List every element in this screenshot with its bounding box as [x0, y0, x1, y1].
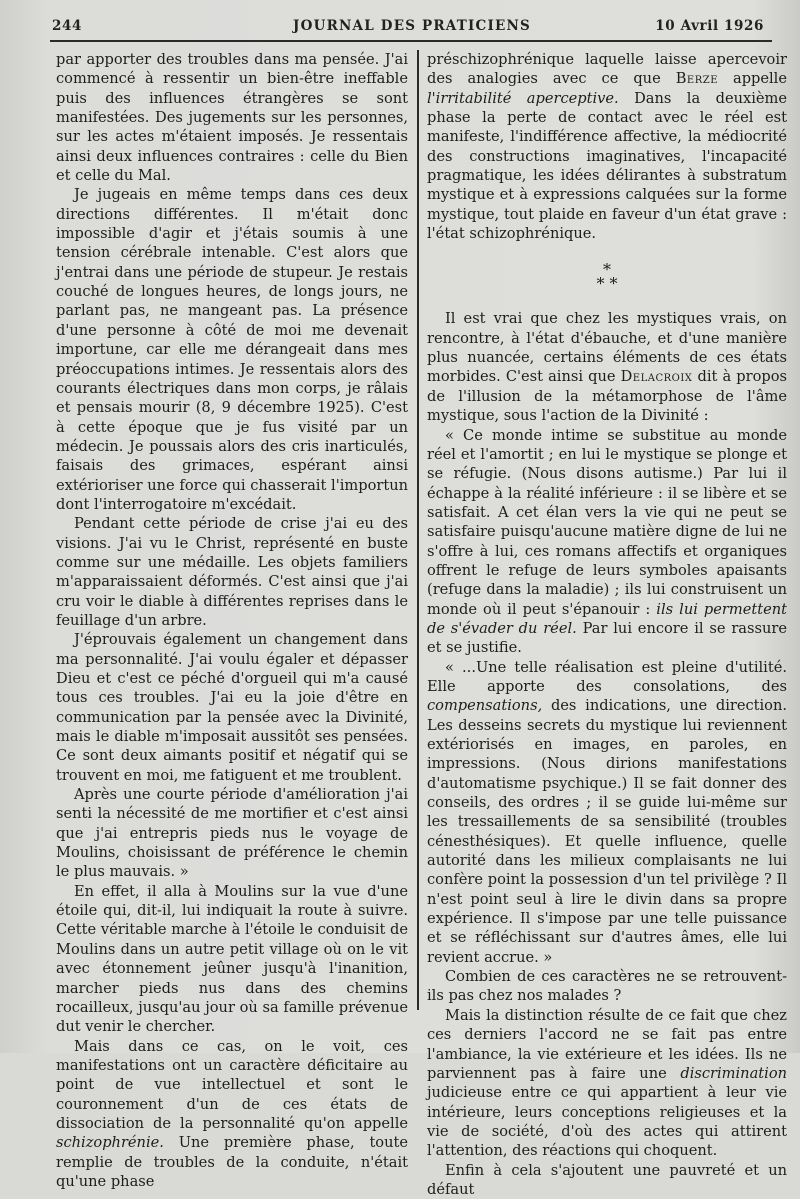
paragraph-text: « Ce monde intime se substitue au monde réel et l'amortit ; en lui le mystique se plonge et se réfugie. (Nous disons autisme.) Par lui il échappe à la réalité inférieure : il se libère et se satisfait. A cet élan vers la vie qui ne peut se satisfaire puisqu'aucune matière digne de lui ne s'offre à lui, ces romans affectifs et organiques offrent le refuge de leurs symboles apaisants (refuge dans la maladie) ; ils lui construisent un monde où il peut s'épanouir :	[427, 426, 787, 618]
paragraph	[427, 1006, 787, 1161]
emphasis-term: compensations,	[427, 697, 543, 715]
quotation	[427, 658, 787, 968]
right-column	[427, 50, 787, 1199]
paragraph-text: « ...Une telle réalisation est pleine d'utilité. Elle apporte des consolations, des	[427, 658, 787, 695]
paragraph: Je jugeais en même temps dans ces deux directions différentes. Il m'était donc impossible d'agir et j'étais soumis à une tension cérébrale intenable. C'est alors que j'entrai dans une période de stupeur. Je restais couché de longues heures, de longs jours, ne parlant pas, ne mangeant pas. La présence d'une personne à côté de moi me devenait importune, car elle me dérangeait dans mes préoccupations intimes. Je ressentais alors des courants électriques dans mon corps, je râlais et pensais mourir (8, 9 décembre 1925). C'est à cette époque que je fus visité par un médecin. Je poussais alors des cris inarticulés, faisais des grimaces, espérant ainsi extérioriser une force qui chasserait l'importun dont l'interrogatoire m'excédait.	[56, 186, 408, 513]
paragraph-text: Il est vrai que chez les mystiques vrais, on rencontre, à l'état d'ébauche, et d'une manière plus nuancée, certains éléments de ces états morbides. C'est ainsi que	[427, 310, 787, 386]
paragraph-text: Mais la distinction résulte de ce fait que chez ces derniers l'accord ne se fait pas entre l'ambiance, la vie extérieure et les idées. Ils ne parviennent pas à faire une	[427, 1006, 787, 1082]
paragraph	[427, 309, 787, 425]
running-header	[52, 14, 772, 38]
asterism-bottom: * *	[596, 274, 618, 294]
paragraph-text: Par lui encore il se rassure et se justifie.	[427, 619, 787, 657]
emphasis-term: discrimination	[680, 1064, 787, 1082]
left-column	[56, 50, 408, 1191]
section-asterism	[427, 260, 787, 294]
paragraph: J'éprouvais également un changement dans ma personnalité. J'ai voulu égaler et dépasser Dieu et c'est ce péché d'orgueil qui m'a causé tous ces troubles. J'ai eu la joie d'être en communication par la pensée avec la Divinité, mais le diable m'imposait aussitôt ses pensées. Ce sont deux aimants positif et négatif qui se trouvent en moi, me fatiguent et me troublent.	[56, 631, 408, 784]
paragraph-text: Dans la deuxième phase la perte de contact avec le réel est manifeste, l'indifférence affective, la médiocrité des constructions imaginatives, l'incapacité pragmatique, les idées délirantes à substratum mystique et à expressions calquées sur la forme mystique, tout plaide en faveur d'un état grave : l'état schizophrénique.	[427, 89, 787, 243]
paragraph: par apporter des troubles dans ma pensée. J'ai commencé à ressentir un bien-être ineffable puis des influences étrangères se sont manifestées. Des jugements sur les personnes, sur les actes m'étaient imposés. Je ressentais ainsi deux influences contraires : celle du Bien et celle du Mal.	[56, 51, 408, 185]
page-number: 244	[52, 18, 82, 34]
paragraph-text: préschizophrénique laquelle laisse apercevoir des analogies avec ce que	[427, 51, 787, 88]
paragraph: Enfin à cela s'ajoutent une pauvreté et un défaut	[427, 1161, 787, 1198]
paragraph: Combien de ces caractères ne se retrouvent-ils pas chez nos malades ?	[427, 968, 787, 1005]
paragraph-text: des indications, une direction. Les desseins secrets du mystique lui reviennent extériorisés en images, en paroles, en impressions. (Nous dirions manifestations d'automatisme psychique.) Il se fait donner des conseils, des ordres ; il se guide lui-même sur les tressaillements de sa sensibilité (troubles cénesthésiques). Et quelle influence, quelle autorité dans les milieux complaisants ne lui confère point la possession d'un tel privilège ? Il n'est point seul à lire le divin dans sa propre expérience. Il s'impose par une telle puissance et se réfléchissant sur d'autres âmes, elle lui revient accrue. »	[427, 697, 787, 966]
quotation	[427, 426, 787, 658]
paragraph	[427, 50, 787, 243]
paragraph: En effet, il alla à Moulins sur la vue d'une étoile qui, dit-il, lui indiquait la route à suivre. Cette véritable marche à l'étoile le conduisit de Moulins dans un autre petit village où on le vit avec étonnement jeûner jusqu'à l'inanition, marcher pieds nus dans des chemins rocailleux, jusqu'au jour où sa famille prévenue dut venir le chercher.	[56, 882, 408, 1036]
journal-title: JOURNAL DES PRATICIENS	[293, 18, 531, 34]
emphasis-term: ils lui permettent de s'évader du réel.	[427, 600, 787, 637]
header-rule	[50, 40, 772, 42]
paragraph	[56, 1037, 408, 1192]
paragraph-text: appelle	[718, 70, 787, 88]
paragraph-text: Mais dans ce cas, on le voit, ces manifestations ont un caractère déficitaire au point de vue intellectuel et sont le couronnement d'un de ces états de dissociation de la personnalité qu'on appelle	[56, 1037, 408, 1132]
paragraph: Après une courte période d'amélioration j'ai senti la nécessité de me mortifier et c'est ainsi que j'ai entrepris pieds nus le voyage de Moulins, choisissant de préférence le chemin le plus mauvais. »	[56, 786, 408, 881]
emphasis-term: schizophrénie.	[56, 1134, 164, 1152]
column-divider	[417, 50, 419, 1010]
paragraph: Pendant cette période de crise j'ai eu des visions. J'ai vu le Christ, représenté en buste comme sur une médaille. Les objets familiers m'apparaissaient déformés. C'est ainsi que j'ai cru voir le diable à différentes reprises dans le feuillage d'un arbre.	[56, 515, 408, 629]
paragraph-text: Une première phase, toute remplie de troubles de la conduite, n'était qu'une phase	[56, 1134, 408, 1190]
paragraph-text: judicieuse entre ce qui appartient à leur vie intérieure, leurs conceptions religieuses et la vie de société, d'où des actes qui attirent l'attention, des réactions qui choquent.	[427, 1084, 787, 1160]
paragraph-text: dit à propos de l'illusion de la métamorphose de l'âme mystique, sous l'action de la Divinité :	[427, 368, 787, 425]
author-name: Delacroix	[620, 368, 693, 386]
asterism-top: *	[603, 260, 611, 280]
author-name: Berze	[675, 70, 719, 88]
emphasis-term: l'irritabilité aperceptive.	[427, 89, 619, 107]
issue-date: 10 Avril 1926	[655, 18, 764, 34]
